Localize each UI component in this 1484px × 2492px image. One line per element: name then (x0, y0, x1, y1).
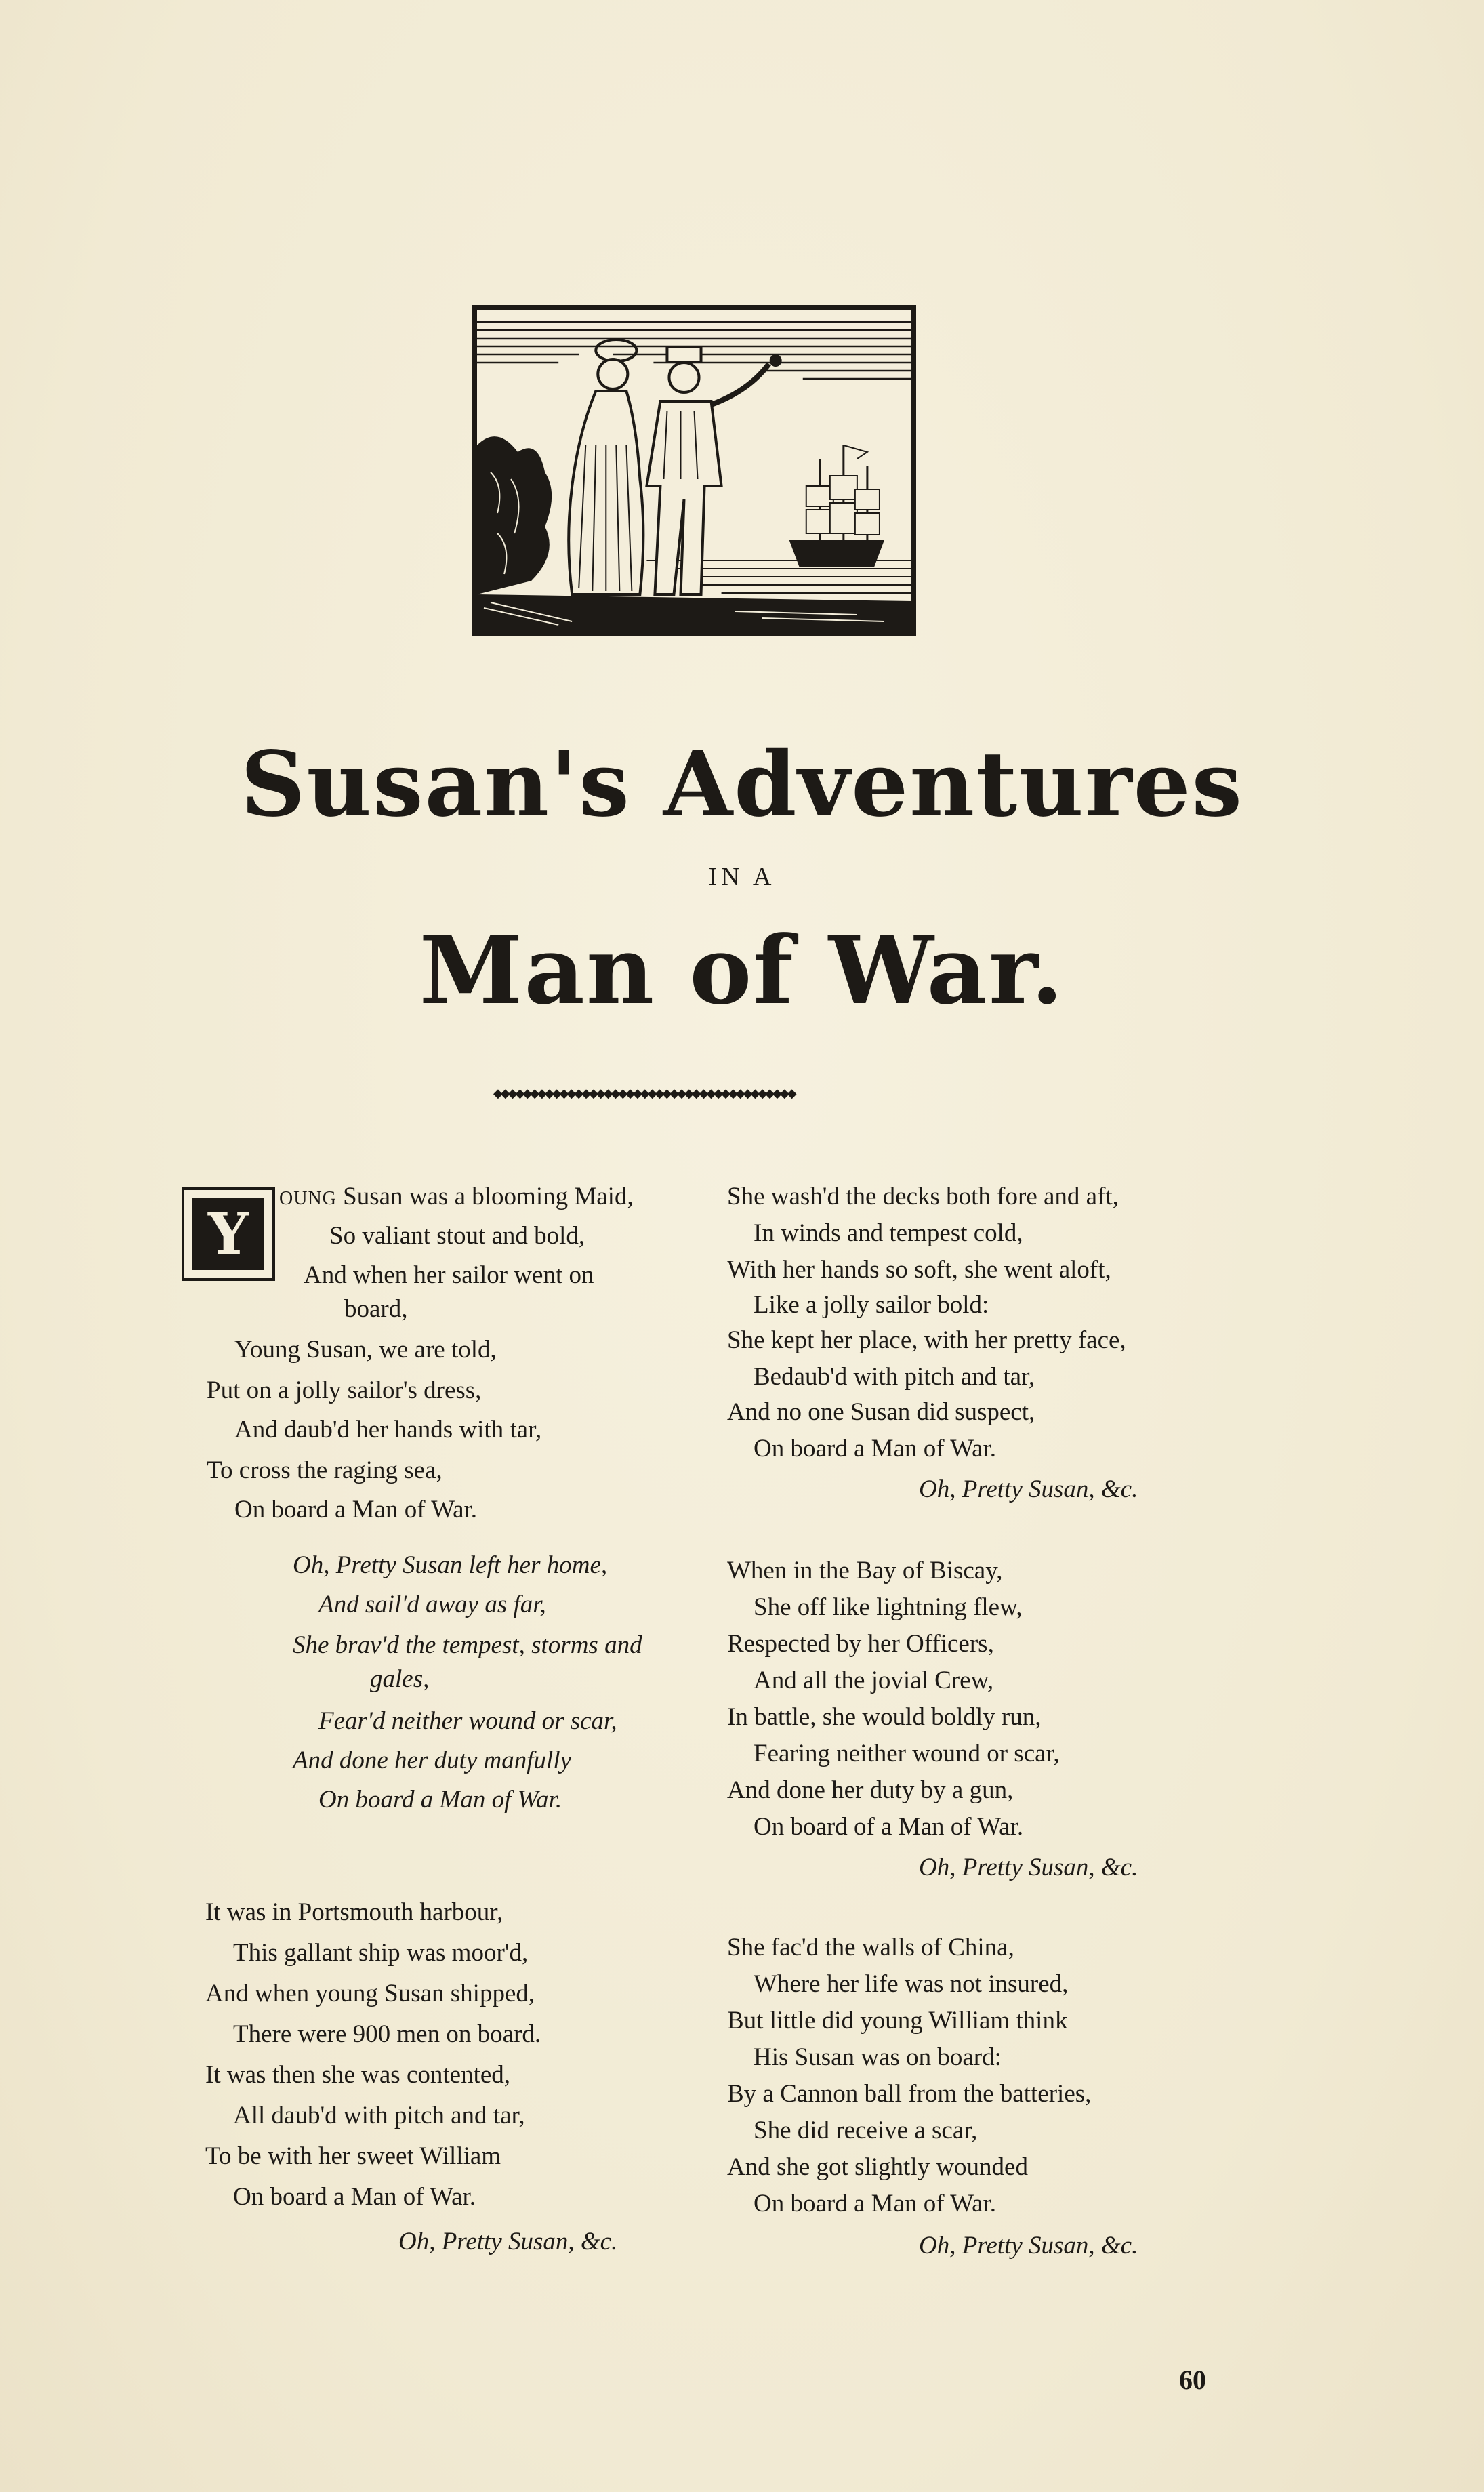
page-number: 60 (1179, 2365, 1206, 2395)
verse-line: When in the Bay of Biscay, (727, 1557, 1003, 1585)
verse-line (279, 1182, 634, 1211)
woodcut-illustration (472, 305, 916, 636)
verse-line: It was then she was contented, (205, 2061, 511, 2089)
verse-line: She did receive a scar, (754, 2117, 978, 2144)
verse-line: Put on a jolly sailor's dress, (207, 1376, 482, 1404)
verse-line: On board a Man of War. (233, 2183, 476, 2211)
chorus-line: Fear'd neither wound or scar, (318, 1707, 617, 1735)
verse-line: All daub'd with pitch and tar, (233, 2102, 525, 2129)
verse-text: Susan was a blooming Maid, (336, 1183, 634, 1210)
refrain-line: Oh, Pretty Susan, &c. (919, 2232, 1138, 2260)
dropcap-letter: Y (192, 1198, 264, 1270)
verse-line: And all the jovial Crew, (754, 1667, 994, 1694)
verse-line: She wash'd the decks both fore and aft, (727, 1183, 1119, 1210)
refrain-line: Oh, Pretty Susan, &c. (919, 1475, 1138, 1503)
title-connector: IN A (708, 863, 776, 891)
chorus-line: Oh, Pretty Susan left her home, (293, 1551, 608, 1579)
verse-line: There were 900 men on board. (233, 2020, 541, 2048)
verse-line: board, (344, 1295, 408, 1323)
ornamental-rule: ◆◆◆◆◆◆◆◆◆◆◆◆◆◆◆◆◆◆◆◆◆◆◆◆◆◆◆◆◆◆◆◆◆◆◆◆◆◆◆◆◆ (493, 1086, 795, 1101)
verse-line: This gallant ship was moor'd, (233, 1939, 529, 1967)
chorus-line: gales, (370, 1665, 430, 1693)
verse-line: On board a Man of War. (234, 1496, 478, 1524)
refrain-line: Oh, Pretty Susan, &c. (919, 1854, 1138, 1881)
verse-line: And when young Susan shipped, (205, 1980, 535, 2007)
verse-line: Respected by her Officers, (727, 1630, 994, 1658)
verse-line: In battle, she would boldly run, (727, 1703, 1042, 1731)
verse-line: She fac'd the walls of China, (727, 1934, 1014, 1961)
verse-line: His Susan was on board: (754, 2043, 1002, 2071)
verse-line: On board a Man of War. (754, 2190, 997, 2218)
verse-line: And daub'd her hands with tar, (234, 1416, 542, 1444)
verse-line: And when her sailor went on (304, 1261, 594, 1289)
verse-line: On board of a Man of War. (754, 1813, 1024, 1841)
verse-line: She off like lightning flew, (754, 1593, 1023, 1621)
verse-line: Like a jolly sailor bold: (754, 1291, 989, 1319)
verse-line: To cross the raging sea, (207, 1456, 442, 1484)
woodcut-image (477, 310, 911, 631)
chorus-line: On board a Man of War. (318, 1786, 562, 1814)
title-main: Susan's Adventures (241, 732, 1243, 837)
chorus-line: And sail'd away as far, (318, 1591, 546, 1618)
chorus-line: She brav'd the tempest, storms and (293, 1631, 642, 1659)
verse-line: She kept her place, with her pretty face, (727, 1326, 1126, 1354)
title-sub: Man of War. (419, 915, 1065, 1025)
verse-line: Fearing neither wound or scar, (754, 1740, 1060, 1768)
verse-line: On board a Man of War. (754, 1435, 997, 1463)
verse-line: And no one Susan did suspect, (727, 1398, 1035, 1426)
verse-line: Bedaub'd with pitch and tar, (754, 1363, 1035, 1391)
verse-line: To be with her sweet William (205, 2142, 501, 2170)
verse-line: And she got slightly wounded (727, 2153, 1028, 2181)
verse-line: But little did young William think (727, 2007, 1068, 2035)
verse-line: By a Cannon ball from the batteries, (727, 2080, 1092, 2108)
chorus-line: And done her duty manfully (293, 1747, 572, 1774)
verse-line: Young Susan, we are told, (234, 1336, 497, 1364)
verse-line: In winds and tempest cold, (754, 1219, 1023, 1247)
smallcaps-word: OUNG (279, 1188, 337, 1209)
verse-line: With her hands so soft, she went aloft, (727, 1256, 1111, 1284)
verse-line: Where her life was not insured, (754, 1970, 1069, 1998)
verse-line: It was in Portsmouth harbour, (205, 1898, 503, 1926)
verse-line: And done her duty by a gun, (727, 1776, 1014, 1804)
refrain-line: Oh, Pretty Susan, &c. (398, 2228, 618, 2255)
verse-line: So valiant stout and bold, (329, 1222, 585, 1250)
dropcap-box (182, 1187, 275, 1281)
